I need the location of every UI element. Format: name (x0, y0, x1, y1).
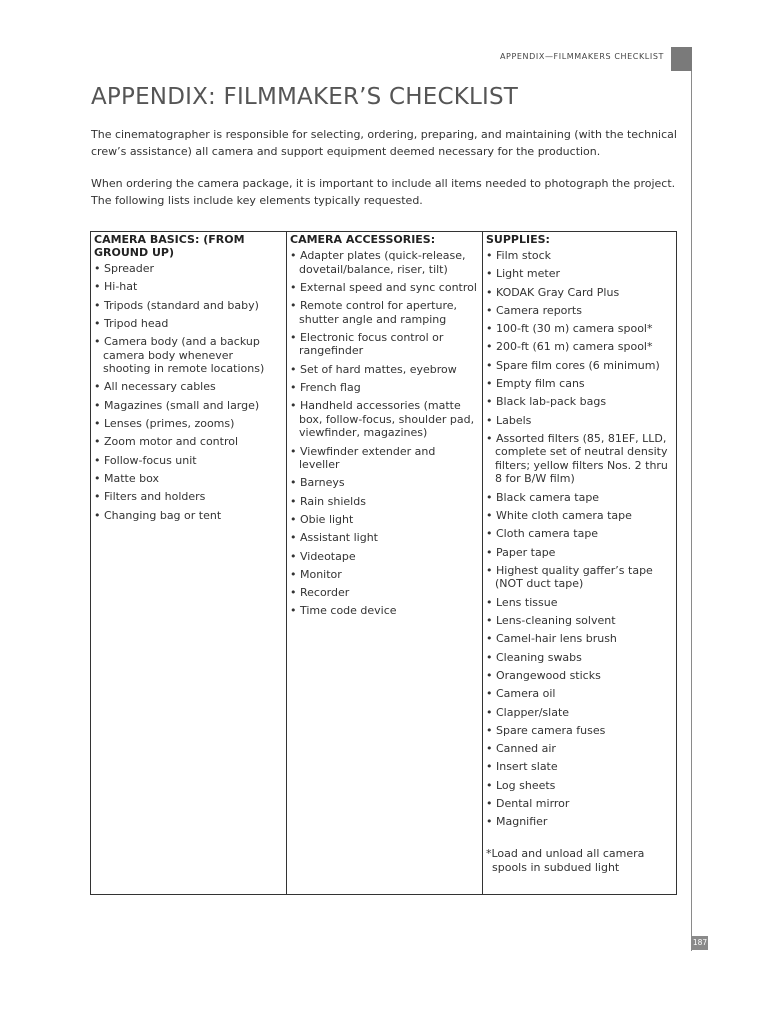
list-item: • Lens-cleaning solvent (486, 614, 616, 628)
list-item: • Camel-hair lens brush (486, 632, 617, 646)
list-item: • Spare camera fuses (486, 723, 606, 737)
list-item: • Insert slate (486, 760, 558, 774)
item-list (290, 249, 479, 618)
list-item: • Log sheets (486, 778, 556, 792)
list-item: • 200-ft (61 m) camera spool* (486, 340, 653, 354)
list-item: • Assorted filters (85, 81EF, LLD, complete set of neutral density filters; yellow filters Nos. 2 thru 8 for B/W film) (486, 431, 668, 486)
list-item: • Barneys (290, 476, 345, 490)
list-item: • Rain shields (290, 494, 366, 508)
list-item: • Zoom motor and control (94, 435, 239, 449)
list-item: • Assistant light (290, 531, 378, 545)
list-item: • Cloth camera tape (486, 527, 599, 541)
column-supplies (483, 232, 676, 894)
list-item: • Changing bag or tent (94, 508, 222, 522)
list-item: • Obie light (290, 512, 354, 526)
list-item: • KODAK Gray Card Plus (486, 285, 620, 299)
list-item: • Black camera tape (486, 490, 600, 504)
list-item: • Camera reports (486, 303, 582, 317)
list-item: • Film stock (486, 249, 552, 262)
list-item: • Electronic focus control or rangefinder (290, 330, 444, 358)
intro-paragraph: The cinematographer is responsible for selecting, ordering, preparing, and maintaining (with the technical crew’s assistance) all camera and support equipment deemed necessary for the production. (91, 128, 677, 158)
list-item: • Black lab-pack bags (486, 395, 607, 409)
list-item: • Lens tissue (486, 595, 558, 609)
list-item: • Lenses (primes, zooms) (94, 417, 235, 431)
list-item: • Cleaning swabs (486, 650, 582, 664)
list-item: • Highest quality gaffer’s tape (NOT duct tape) (486, 563, 653, 591)
list-item: • Tripod head (94, 316, 169, 330)
ordering-paragraph: When ordering the camera package, it is important to include all items needed to photograph the project. The following lists include key elements typically requested. (91, 177, 676, 207)
list-item: • Clapper/slate (486, 705, 570, 719)
column-camera-basics (91, 232, 287, 894)
list-item: • Magnifier (486, 815, 548, 829)
list-item: • Viewfinder extender and leveller (290, 444, 436, 472)
list-item: • Camera body (and a backup camera body whenever shooting in remote locations) (94, 335, 265, 376)
list-item: • French flag (290, 380, 361, 394)
list-item: • 100-ft (30 m) camera spool* (486, 322, 653, 336)
list-item: • White cloth camera tape (486, 509, 632, 523)
list-item: • External speed and sync control (290, 280, 477, 294)
list-item: • Canned air (486, 742, 556, 756)
list-item: • Follow-focus unit (94, 453, 197, 467)
list-item: • Recorder (290, 586, 350, 600)
spool-footnote: *Load and unload all camera spools in subdued light (486, 846, 645, 874)
column-heading: CAMERA BASICS: (FROM GROUND UP) (94, 233, 245, 259)
column-camera-accessories (287, 232, 483, 894)
list-item: • Monitor (290, 567, 342, 581)
list-item: • Magazines (small and large) (94, 398, 260, 412)
list-item: • Set of hard mattes, eyebrow (290, 362, 457, 376)
list-item: • Adapter plates (quick-release, dovetail/balance, riser, tilt) (290, 249, 466, 276)
item-list (486, 249, 673, 829)
list-item: • Dental mirror (486, 797, 570, 811)
list-item: • Time code device (290, 604, 397, 618)
list-item: • Empty film cans (486, 377, 585, 391)
list-item: • Videotape (290, 549, 356, 563)
list-item: • Hi-hat (94, 280, 138, 294)
list-item: • Paper tape (486, 545, 556, 559)
page-title: APPENDIX: FILMMAKER’S CHECKLIST (91, 84, 519, 110)
checklist-table (90, 231, 677, 895)
list-item: • Labels (486, 413, 532, 427)
list-item: • Handheld accessories (matte box, follow-focus, shoulder pad, viewfinder, magazines) (290, 399, 475, 440)
running-head: APPENDIX—FILMMAKERS CHECKLIST (499, 52, 664, 61)
column-heading: CAMERA ACCESSORIES: (290, 233, 436, 246)
list-item: • Remote control for aperture, shutter angle and ramping (290, 299, 458, 326)
list-item: • Spare film cores (6 minimum) (486, 358, 660, 372)
list-item: • Light meter (486, 267, 561, 281)
list-item: • Matte box (94, 471, 159, 485)
list-item: • Spreader (94, 262, 155, 275)
column-heading: SUPPLIES: (486, 233, 550, 246)
list-item: • Orangewood sticks (486, 668, 601, 682)
page-number: 187 (692, 936, 708, 950)
list-item: • All necessary cables (94, 380, 216, 394)
list-item: • Tripods (standard and baby) (94, 298, 259, 312)
edge-rule (691, 71, 692, 951)
item-list (94, 262, 283, 522)
list-item: • Filters and holders (94, 490, 206, 504)
list-item: • Camera oil (486, 687, 556, 701)
corner-tab (671, 47, 692, 71)
